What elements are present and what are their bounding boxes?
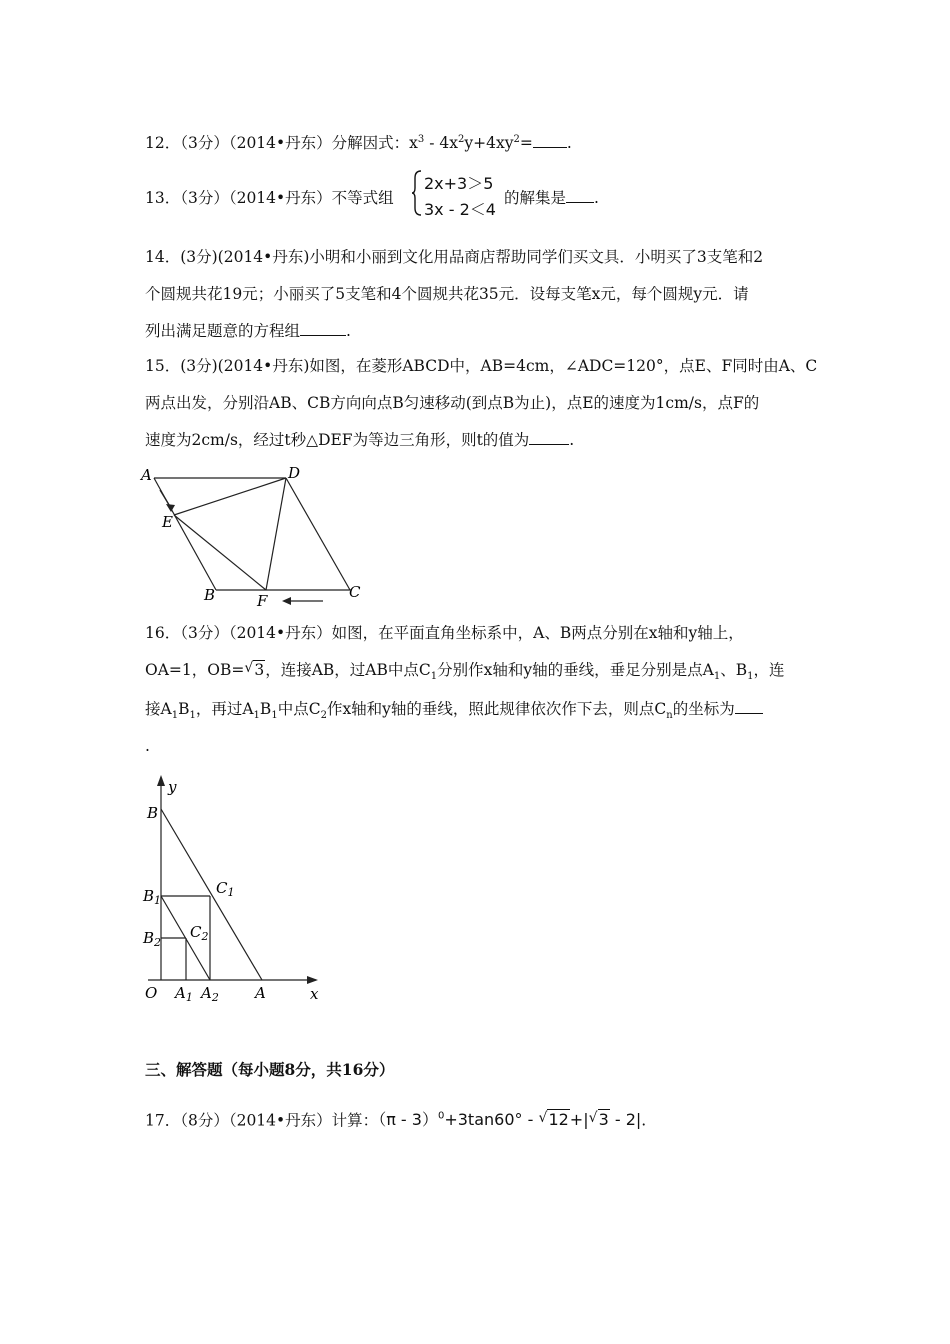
question-13-suffix: 的解集是 .: [504, 189, 599, 207]
label-D: D: [288, 464, 301, 482]
sqrt-12: √ 12: [538, 1110, 569, 1130]
system-brace: [411, 170, 423, 216]
question-14-line-3: 列出满足题意的方程组 .: [145, 322, 351, 340]
inequality-1: 2x+3＞5: [424, 174, 494, 193]
question-12: 12．（3分）（2014•丹东）分解因式：$x^3 - 4x^2y+4xy^2=$ .: [145, 134, 572, 153]
label-A: A: [255, 984, 266, 1002]
question-15-line-3: 速度为2cm/s，经过t秒△DEF为等边三角形，则t的值为 .: [145, 431, 575, 449]
question-16-line-2: OA=1，OB= √ 3，连接AB，过AB中点$C_1$分别作x轴和y轴的垂线，垂足分别是点$A_1$、$B_1$，连: [145, 660, 785, 683]
question-15-line-2: 两点出发，分别沿AB、CB方向向点B匀速移动(到点B为止)，点E的速度为1cm/s，点F的: [145, 394, 760, 412]
answer-blank: [300, 321, 346, 336]
sqrt-3: √ 3: [588, 1110, 609, 1130]
label-C1: $C_1$: [216, 879, 235, 899]
section-heading: 三、解答题（每小题8分，共16分）: [145, 1060, 395, 1079]
label-B: B: [204, 586, 216, 604]
label-C2: $C_2$: [190, 923, 209, 943]
label-y: y: [168, 778, 177, 796]
question-16-line-3: 接$A_1B_1$，再过$A_1B_1$中点$C_2$作x轴和y轴的垂线，照此规律依次作下去，则点$C_n$的坐标为: [145, 699, 763, 726]
question-14-line-1: 14．(3分)(2014•丹东)小明和小丽到文化用品商店帮助同学们买文具．小明买了3支笔和2: [145, 248, 764, 266]
label-A: A: [141, 466, 152, 484]
label-B1: $B_1$: [143, 887, 162, 907]
label-O: O: [145, 984, 158, 1002]
question-17: 17．（8分）（2014•丹东）计算：（π - 3）$^0$+3tan60° - √ 12+| √ 3 - 2|.: [145, 1110, 647, 1130]
label-A1: $A_1$: [175, 984, 193, 1004]
label-A2: $A_2$: [201, 984, 219, 1004]
answer-blank: [735, 699, 763, 714]
question-16-end: .: [145, 737, 150, 755]
answer-blank: [566, 188, 594, 203]
coordinate-figure: [138, 772, 338, 1007]
inequality-2: 3x - 2＜4: [424, 200, 496, 219]
label-B2: $B_2$: [143, 929, 162, 949]
answer-blank: [529, 430, 569, 445]
question-14-line-2: 个圆规共花19元；小丽买了5支笔和4个圆规共花35元．设每支笔x元，每个圆规y元．请: [145, 285, 749, 303]
label-E: E: [162, 513, 173, 531]
label-F: F: [257, 592, 268, 610]
label-x: x: [310, 985, 319, 1003]
label-B: B: [147, 804, 159, 822]
question-15-line-1: 15．(3分)(2014•丹东)如图，在菱形ABCD中，AB=4cm，∠ADC=120°，点E、F同时由A、C: [145, 357, 818, 375]
rhombus-figure: [138, 460, 368, 610]
question-16-line-1: 16．（3分）（2014•丹东）如图，在平面直角坐标系中，A、B两点分别在x轴和y轴上，: [145, 624, 744, 642]
sqrt-3: √ 3: [244, 660, 265, 679]
answer-blank: [533, 133, 567, 148]
label-C: C: [349, 583, 361, 601]
question-13: 13．（3分）（2014•丹东）不等式组: [145, 189, 394, 207]
